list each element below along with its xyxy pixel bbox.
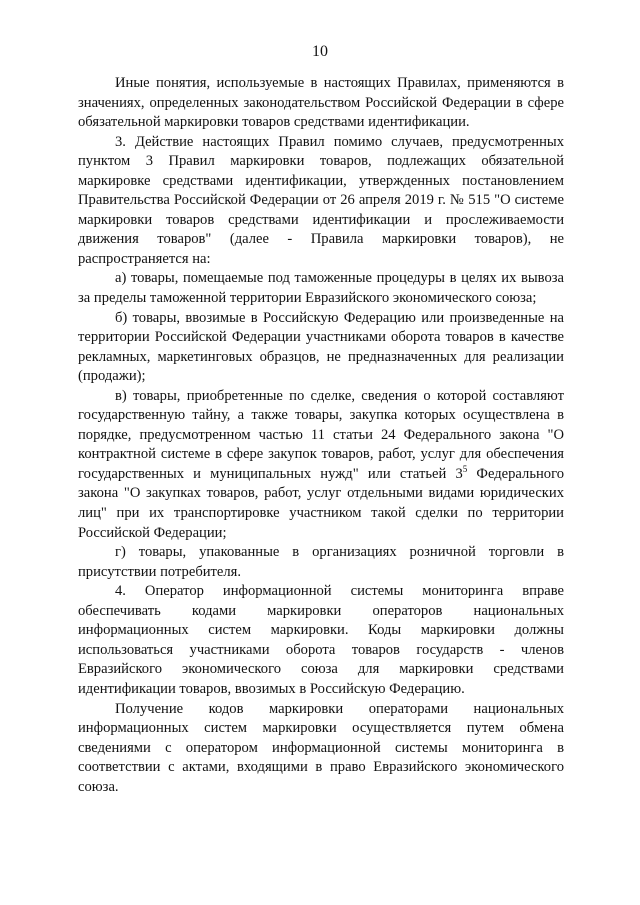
paragraph-item-v-text-after: Федерального закона "О закупках товаров, работ, услуг отдельными видами юридических лиц" при их транспортировке участником такой сделки по территории Российской Федерации; [78, 465, 564, 541]
page-number: 10 [312, 43, 328, 60]
paragraph-item-v [78, 387, 564, 543]
footnote-marker: 5 [462, 464, 468, 475]
document-body [78, 74, 564, 797]
paragraph-item-b: б) товары, ввозимые в Российскую Федерацию или произведенные на территории Российской Федерации участниками оборота товаров в качестве рекламных, маркетинговых образцов, не предназначенных для реализации (продажи); [78, 309, 564, 385]
paragraph-code-receipt: Получение кодов маркировки операторами национальных информационных систем маркировки осуществляется путем обмена сведениями с оператором информационной системы мониторинга в соответствии с актами, входящими в право Евразийского экономического союза. [78, 700, 564, 795]
paragraph-item-g: г) товары, упакованные в организациях розничной торговли в присутствии потребителя. [78, 544, 564, 580]
paragraph-clause-4: 4. Оператор информационной системы мониторинга вправе обеспечивать кодами маркировки операторов национальных информационных систем маркировки. Коды маркировки должны использоваться участниками оборота товаров государств - членов Евразийского экономического союза для маркировки средствами идентификации товаров, ввозимых в Российскую Федерацию. [78, 583, 564, 697]
paragraph-clause-3: 3. Действие настоящих Правил помимо случаев, предусмотренных пунктом 3 Правил маркировки товаров, подлежащих обязательной маркировке средствами идентификации, утвержденных постановлением Правительства Российской Федерации от 26 апреля 2019 г. № 515 "О системе маркировки товаров средствами идентификации и прослеживаемости движения товаров" (далее - Правила маркировки товаров), не распространяется на: [78, 133, 564, 267]
paragraph-definitions: Иные понятия, используемые в настоящих Правилах, применяются в значениях, определенных законодательством Российской Федерации в сфере обязательной маркировки товаров средствами идентификации. [78, 75, 564, 131]
paragraph-item-v-text-before: в) товары, приобретенные по сделке, сведения о которой составляют государственную тайну, а также товары, закупка которых осуществлена в порядке, предусмотренном частью 11 статьи 24 Федерального закона "О контрактной системе в сфере закупок товаров, работ, услуг для обеспечения государственных и муниципальных нужд" или статьей 3 [78, 387, 564, 482]
paragraph-item-a: а) товары, помещаемые под таможенные процедуры в целях их вывоза за пределы таможенной территории Евразийского экономического союза; [78, 270, 564, 307]
